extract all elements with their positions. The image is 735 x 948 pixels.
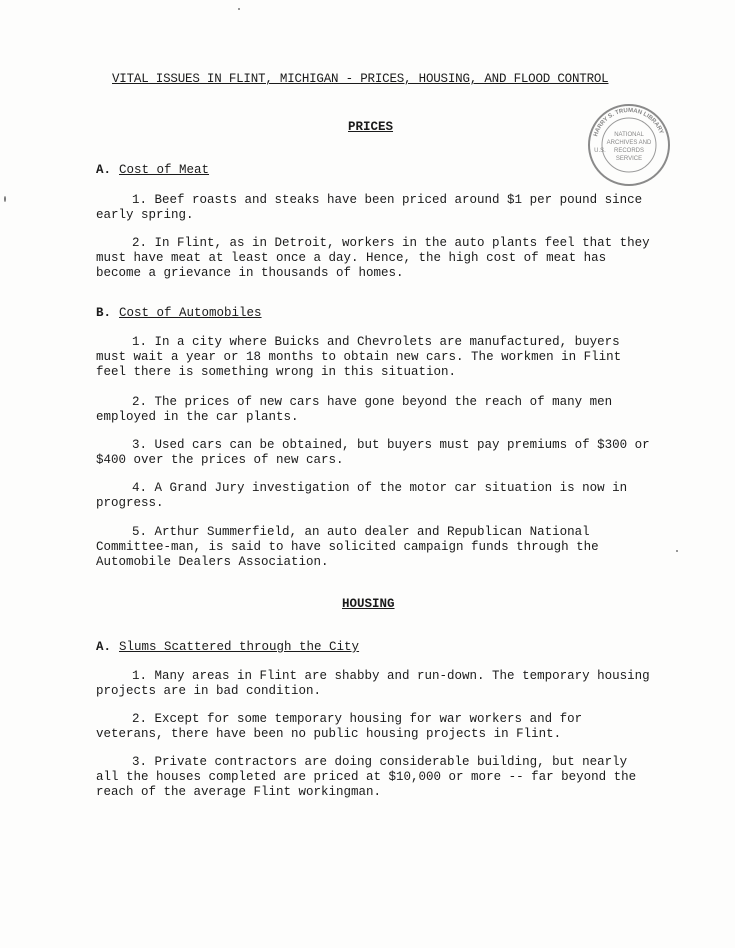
svg-text:NATIONAL: NATIONAL: [614, 132, 644, 138]
meat-paragraph-1: 1. Beef roasts and steaks have been priced around $1 per pound since early spring.: [96, 193, 643, 222]
automobiles-paragraph-3: 3. Used cars can be obtained, but buyers must pay premiums of $300 or $400 over the prices of new cars.: [96, 438, 650, 467]
slums-paragraph-1: 1. Many areas in Flint are shabby and run-down. The temporary housing projects are in bad condition.: [96, 669, 650, 698]
automobiles-paragraph-4: 4. A Grand Jury investigation of the motor car situation is now in progress.: [96, 481, 628, 510]
automobiles-paragraph-2: 2. The prices of new cars have gone beyond the reach of many men employed in the car plants.: [96, 395, 613, 424]
svg-text:SERVICE: SERVICE: [615, 156, 643, 162]
housing-heading: HOUSING: [342, 597, 395, 611]
svg-text:HARRY S. TRUMAN LIBRARY: HARRY S. TRUMAN LIBRARY: [593, 107, 664, 138]
meat-heading: A. Cost of Meat: [96, 163, 210, 177]
slums-paragraph-2: 2. Except for some temporary housing for war workers and for veterans, there have been no public housing projects in Flint.: [96, 712, 583, 741]
scan-speck: [238, 8, 240, 10]
scan-speck: [676, 550, 678, 552]
scan-speck: [4, 196, 6, 202]
prices-heading: PRICES: [348, 120, 394, 134]
archives-stamp: [586, 102, 672, 188]
meat-paragraph-2: 2. In Flint, as in Detroit, workers in the auto plants feel that they must have meat at least once a day. Hence, the high cost of meat has become a grievance in thousands of homes.: [96, 236, 650, 280]
slums-paragraph-3: 3. Private contractors are doing considerable building, but nearly all the houses completed are priced at $10,000 or more -- far beyond the reach of the average Flint workingman.: [96, 755, 637, 799]
automobiles-paragraph-1: 1. In a city where Buicks and Chevrolets are manufactured, buyers must wait a year or 18 months to obtain new cars. The workmen in Flint feel there is something wrong in this situation.: [96, 335, 622, 379]
automobiles-heading: B. Cost of Automobiles: [96, 306, 262, 320]
svg-text:U.S.: U.S.: [594, 148, 606, 154]
automobiles-paragraph-5: 5. Arthur Summerfield, an auto dealer and Republican National Committee-man, is said to have solicited campaign funds through the Automobile Dealers Association.: [96, 525, 599, 569]
svg-text:ARCHIVES AND: ARCHIVES AND: [606, 140, 652, 146]
svg-text:RECORDS: RECORDS: [613, 148, 645, 154]
slums-heading: A. Slums Scattered through the City: [96, 640, 360, 654]
document-title: VITAL ISSUES IN FLINT, MICHIGAN - PRICES, HOUSING, AND FLOOD CONTROL: [112, 72, 609, 86]
